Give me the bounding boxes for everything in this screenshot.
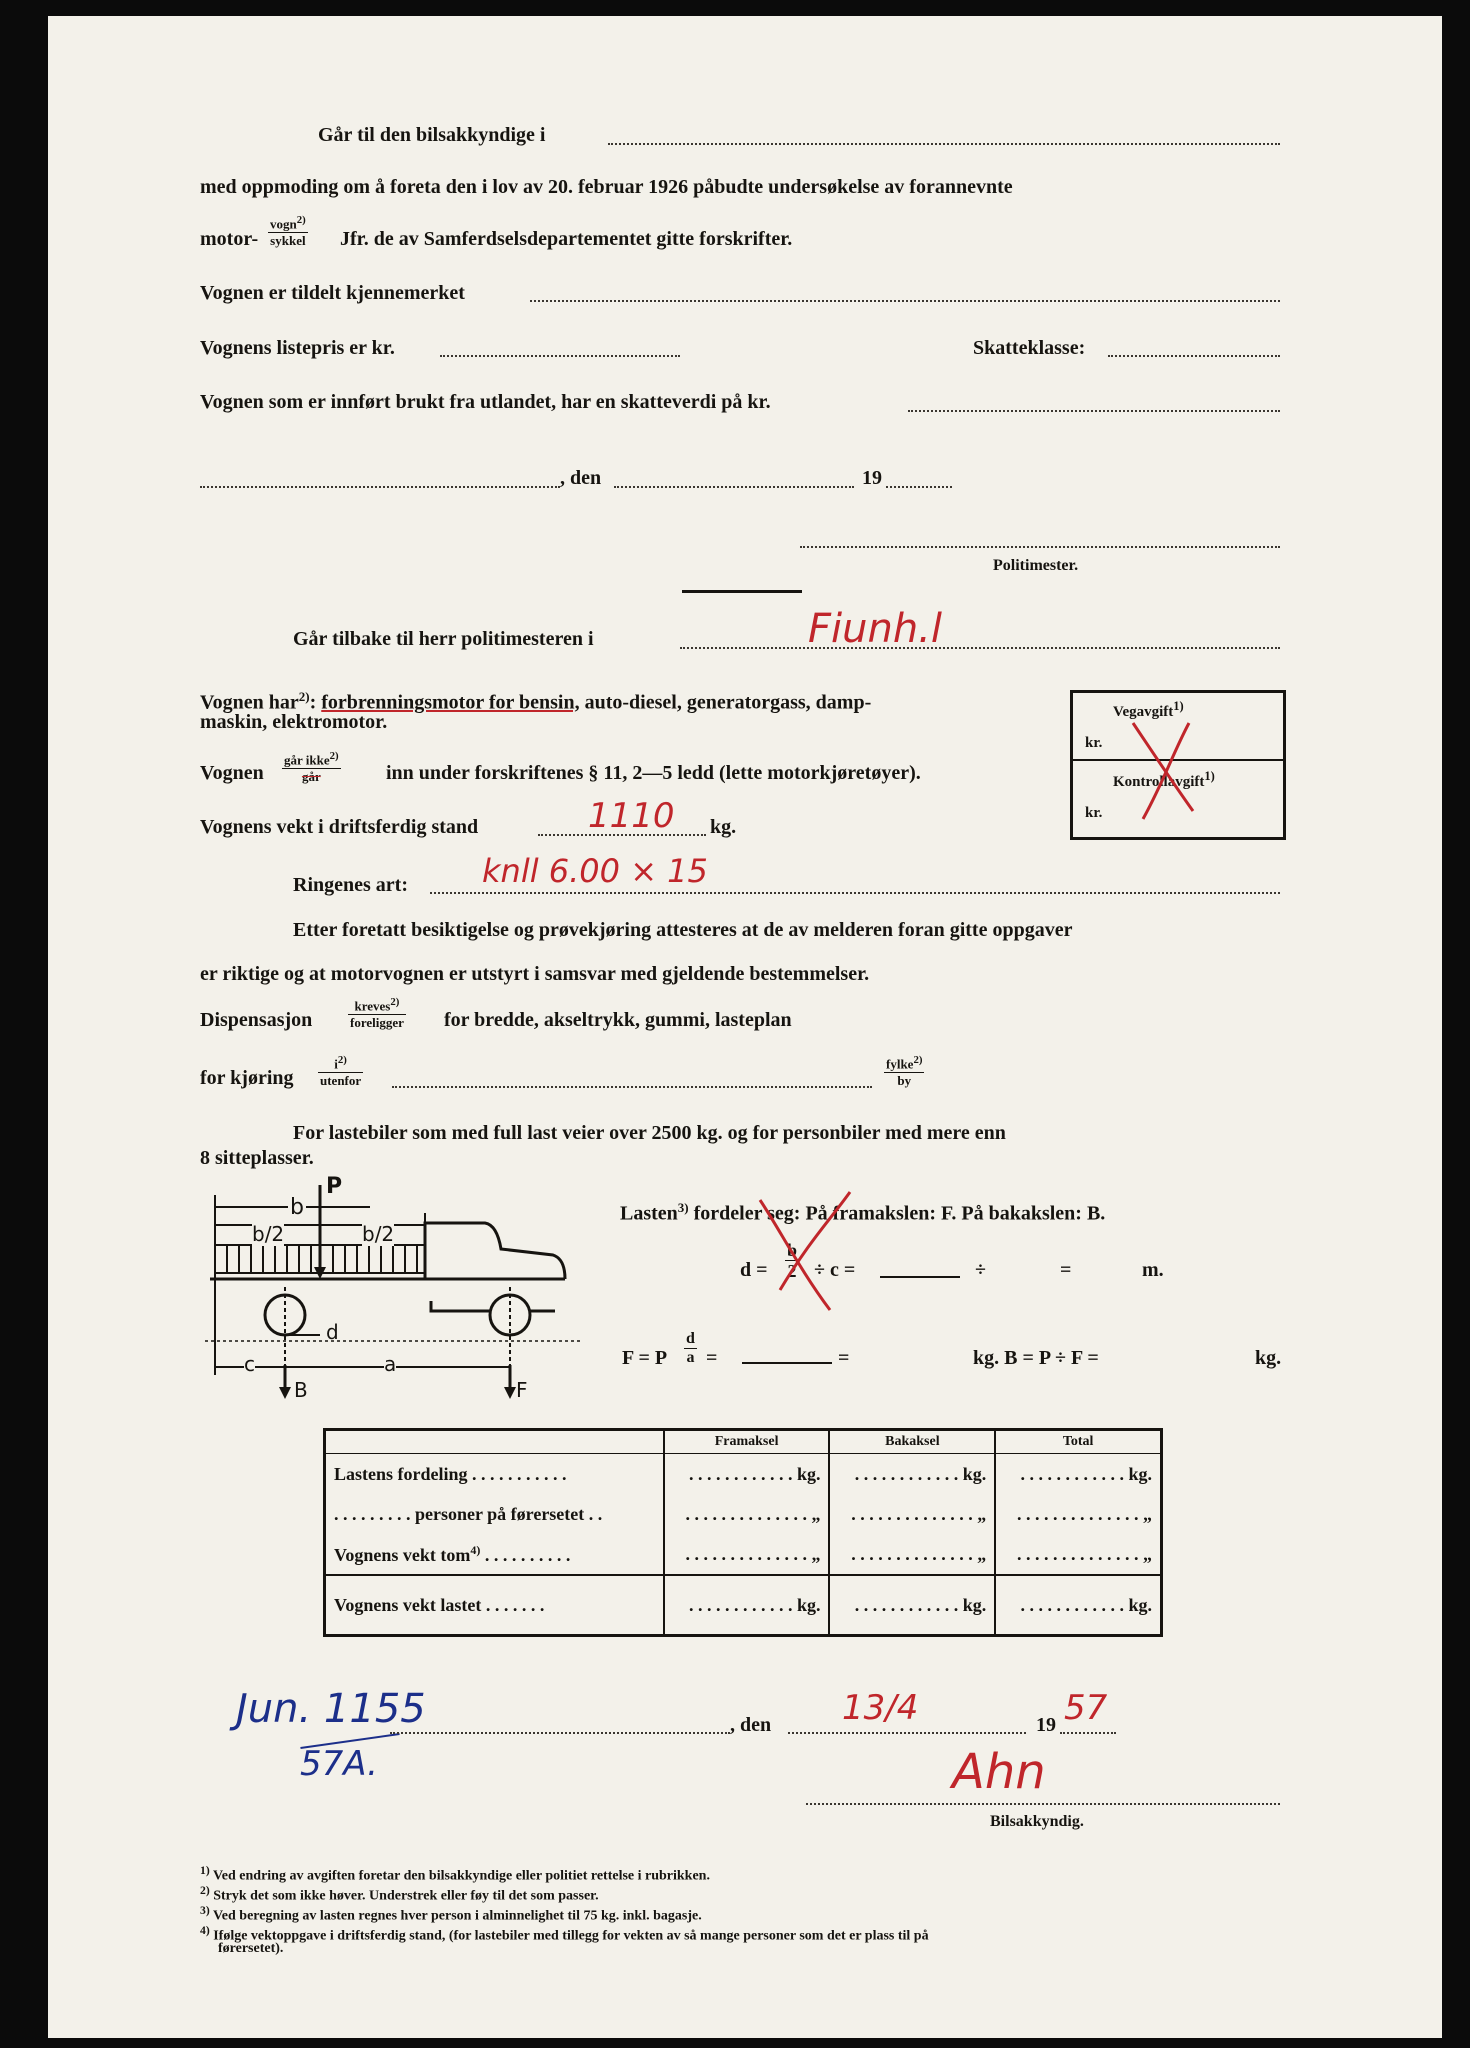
den-label-1: , den: [560, 467, 602, 489]
skatteklasse-label: Skatteklasse:: [973, 337, 1086, 359]
cell[interactable]: . . . . . . . . . . . . kg.: [995, 1454, 1161, 1495]
vekt-kg: kg.: [710, 816, 737, 838]
cell-unit: kg.: [962, 1463, 987, 1484]
fylke-by-fraction: [884, 1052, 924, 1089]
cell[interactable]: . . . . . . . . . . . . . . „: [829, 1534, 995, 1575]
inn-under-text: inn under forskriftenes § 11, 2—5 ledd (lette motorkjøretøyer).: [386, 762, 921, 784]
table-row: [325, 1534, 1162, 1575]
lastebiler-line2: 8 sitteplasser.: [200, 1147, 314, 1169]
handwritten-signature: Ahn: [952, 1744, 1046, 1800]
engine-rest: auto-diesel, generatorgass, damp-: [584, 691, 872, 714]
cell[interactable]: . . . . . . . . . . . . kg.: [829, 1575, 995, 1636]
handwritten-place: Fiunh.l: [808, 606, 943, 652]
field-skatteklasse[interactable]: [1108, 355, 1280, 357]
footnote-4-cont: [218, 1940, 283, 1957]
a-den: a: [684, 1348, 697, 1367]
eq3: =: [838, 1347, 850, 1369]
vogn-sykkel-fraction: [268, 212, 308, 249]
vognen-har-label: Vognen har$^{2)}$: forbrenningsmotor for bensin, auto-diesel, generatorgass, damp-: [200, 689, 872, 714]
field-politimester-signature[interactable]: [800, 546, 1280, 548]
politimester-label: Politimester.: [993, 557, 1079, 574]
i-sup: 2): [337, 1054, 347, 1066]
d-over-a: [684, 1330, 697, 1367]
load-crossout: [720, 1180, 880, 1320]
year-prefix-2: 19: [1036, 1714, 1056, 1736]
vogn-text: vogn: [270, 216, 297, 232]
by-text: by: [884, 1072, 924, 1089]
cell-unit: kg.: [1128, 1594, 1152, 1615]
minus-sign: ÷: [975, 1259, 986, 1281]
vogn-sup: 2): [296, 214, 306, 226]
d-num: d: [686, 1330, 695, 1347]
cell-unit: „: [1143, 1503, 1152, 1524]
diagram-d-label: d: [326, 1320, 339, 1344]
jfr-text: Jfr. de av Samferdselsdepartementet gitte forskrifter.: [340, 228, 793, 250]
field-date-1[interactable]: [614, 486, 854, 488]
diagram-b-half-left: b/2: [252, 1222, 285, 1246]
lasten-text: Lasten: [620, 1202, 678, 1225]
diagram-c-label: c: [244, 1352, 255, 1376]
lastebiler-line1: For lastebiler som med full last veier over 2500 kg. og for personbiler med mere enn: [293, 1122, 1006, 1144]
cell[interactable]: . . . . . . . . . . . . kg.: [995, 1575, 1161, 1636]
attest-line2: er riktige og at motorvognen er utstyrt i samsvar med gjeldende bestemmelser.: [200, 963, 870, 985]
field-skatteverdi[interactable]: [908, 410, 1280, 412]
two-den: 2: [785, 1260, 799, 1281]
diagram-a-label: a: [384, 1352, 397, 1376]
engine-underlined: forbrenningsmotor for bensin,: [321, 691, 580, 714]
cell-unit: „: [1143, 1543, 1152, 1564]
gar-ikke-text: går ikke: [284, 752, 330, 768]
field-place[interactable]: [200, 486, 560, 488]
for-bredde-text: for bredde, akseltrykk, gummi, lasteplan: [444, 1009, 792, 1031]
footnote-text: Stryk det som ikke høver. Understrek eller føy til det som passer.: [213, 1888, 599, 1904]
row-label: Vognens vekt tom$^{4)}$ . . . . . . . . . .: [334, 1542, 571, 1565]
vekt-label: Vognens vekt i driftsferdig stand: [200, 816, 479, 838]
cell-unit: „: [811, 1543, 821, 1564]
fordeler-text: fordeler seg: På framakslen: F. På bakakslen: B.: [693, 1202, 1106, 1225]
header-total: Total: [995, 1430, 1161, 1454]
cell-unit: kg.: [962, 1594, 987, 1615]
cell[interactable]: . . . . . . . . . . . . kg.: [664, 1454, 830, 1495]
vognen-label: Vognen: [200, 762, 264, 784]
skatteverdi-label: Vognen som er innført brukt fra utlandet, har en skatteverdi på kr.: [200, 391, 771, 413]
vegavgift-text: Vegavgift: [1113, 704, 1174, 720]
gar-text: går: [282, 768, 341, 785]
field-kjoring-area[interactable]: [392, 1086, 872, 1088]
table-row: [325, 1575, 1162, 1636]
cell[interactable]: . . . . . . . . . . . . . . „: [664, 1494, 830, 1534]
header-line1: Går til den bilsakkyndige i: [318, 124, 546, 146]
sykkel-text: sykkel: [268, 232, 308, 249]
year-prefix-1: 19: [862, 467, 882, 489]
field-year-1[interactable]: [886, 486, 952, 488]
eq2: =: [706, 1347, 718, 1369]
blank-1: [880, 1276, 960, 1278]
field-ringenes[interactable]: [430, 892, 1280, 894]
handwritten-tyres: knll 6.00 × 15: [482, 852, 708, 890]
diagram-p-label: P: [326, 1174, 343, 1199]
vognen-har-sup: 2): [298, 689, 310, 704]
kreves-text: kreves: [354, 998, 391, 1014]
kontrollavgift-kr: kr.: [1085, 805, 1103, 821]
handwritten-year: 57: [1064, 1688, 1108, 1728]
fees-box: [1070, 690, 1286, 840]
row-label-text: Lastens fordeling: [334, 1463, 468, 1484]
row-label-text: Vognens vekt tom: [334, 1544, 471, 1565]
kjennemerke-label: Vognen er tildelt kjennemerket: [200, 282, 465, 304]
d-eq: d =: [740, 1259, 768, 1281]
handwritten-ref-2: 57A.: [300, 1744, 378, 1784]
cell[interactable]: . . . . . . . . . . . . . . „: [664, 1534, 830, 1575]
eq-sign: =: [1060, 1259, 1072, 1281]
field-kjennemerke[interactable]: [530, 300, 1280, 302]
load-distribution-table: [323, 1428, 1163, 1637]
header-bakaksel: Bakaksel: [829, 1430, 995, 1454]
diagram-b-half-right: b/2: [362, 1222, 395, 1246]
kontrollavgift-text: Kontrollavgift: [1113, 774, 1205, 790]
footnote-num: 4): [200, 1924, 210, 1937]
row-label-text: Vognens vekt lastet: [334, 1594, 482, 1615]
cell-unit: kg.: [1128, 1463, 1152, 1484]
footnote-text: Ifølge vektoppgave i driftsferdig stand, (for lastebiler med tillegg for vekten av så mange personer som det er plass til på: [213, 1928, 929, 1944]
kreves-sup: 2): [390, 996, 400, 1008]
kreves-fraction: [348, 994, 406, 1031]
kontrollavgift-sup: 1): [1204, 769, 1215, 783]
vegavgift-sup: 1): [1173, 699, 1184, 713]
ringenes-label: Ringenes art:: [293, 874, 408, 896]
vognen-har-text: Vognen har: [200, 691, 299, 714]
vegavgift-kr: kr.: [1085, 735, 1103, 751]
row-label: Lastens fordeling . . . . . . . . . . .: [334, 1463, 567, 1484]
fylke-text: fylke: [886, 1056, 914, 1072]
i-text: i: [334, 1056, 338, 1072]
kg-b-eq: kg. B = P ÷ F =: [973, 1347, 1099, 1369]
gar-fraction: [282, 748, 341, 785]
diagram-b-label: b: [290, 1195, 304, 1220]
footnote-num: 1): [200, 1864, 210, 1877]
cell-unit: „: [811, 1503, 821, 1524]
m-unit: m.: [1142, 1259, 1164, 1281]
row-label: Vognens vekt lastet . . . . . . .: [325, 1575, 664, 1636]
motor-label: motor-: [200, 228, 259, 250]
field-year-2[interactable]: [1060, 1732, 1116, 1734]
den-label-2: , den: [730, 1714, 772, 1736]
cell[interactable]: . . . . . . . . . . . . . . „: [829, 1494, 995, 1534]
blank-2: [742, 1362, 832, 1364]
gar-tilbake-label: Går tilbake til herr politimesteren i: [293, 628, 594, 650]
cell[interactable]: . . . . . . . . . . . . kg.: [664, 1575, 830, 1636]
row-label: . . . . . . . . . personer på førersetet . .: [334, 1503, 603, 1524]
attest-line1: Etter foretatt besiktigelse og prøvekjøring attesteres at de av melderen foran gitte oppgaver: [293, 919, 1073, 941]
foreligger-text: foreligger: [350, 1015, 404, 1031]
cell-unit: kg.: [796, 1594, 821, 1615]
gar-ikke-sup: 2): [329, 750, 339, 762]
minus-c: ÷ c =: [814, 1259, 856, 1281]
header-framaksel: Framaksel: [664, 1430, 830, 1454]
f-eq: F = P: [622, 1347, 668, 1369]
diagram-F-label: F: [516, 1378, 528, 1402]
handwritten-date: 13/4: [842, 1688, 919, 1728]
diagram-B-label: B: [294, 1378, 308, 1402]
engines-line2: maskin, elektromotor.: [200, 711, 388, 733]
footnote-num: 3): [200, 1904, 210, 1917]
section-divider: [682, 590, 802, 593]
i-utenfor-fraction: [318, 1052, 363, 1089]
handwritten-weight: 1110: [588, 796, 675, 836]
field-listepris[interactable]: [440, 355, 680, 357]
kg-end: kg.: [1255, 1347, 1282, 1369]
footnote-text: Ved beregning av lasten regnes hver person i alminnelighet til 75 kg. inkl. bagasje.: [212, 1908, 702, 1924]
field-bilsakkyndig-signature[interactable]: [806, 1803, 1280, 1805]
fylke-sup: 2): [913, 1054, 923, 1066]
field-date-2[interactable]: [788, 1732, 1026, 1734]
b-num: b: [787, 1240, 798, 1260]
row-label-text: personer på førersetet: [415, 1503, 585, 1524]
dispensasjon-label: Dispensasjon: [200, 1009, 313, 1031]
table-row: [325, 1454, 1162, 1495]
listepris-label: Vognens listepris er kr.: [200, 337, 395, 359]
bilsakkyndig-label: Bilsakkyndig.: [990, 1813, 1084, 1830]
field-politimester-place[interactable]: [680, 647, 1280, 649]
field-sign-place[interactable]: [390, 1732, 730, 1734]
cell[interactable]: . . . . . . . . . . . . . . „: [995, 1494, 1161, 1534]
cell-unit: „: [977, 1543, 987, 1564]
handwritten-ref-1: Jun. 1155: [236, 1686, 426, 1732]
utenfor-text: utenfor: [320, 1073, 362, 1089]
footnote-4: [200, 1922, 929, 1945]
cell-unit: „: [977, 1503, 987, 1524]
row-label-sup: 4): [470, 1542, 481, 1557]
table-row: [325, 1494, 1162, 1534]
cell[interactable]: . . . . . . . . . . . . kg.: [829, 1454, 995, 1495]
lasten-sup: 3): [677, 1200, 689, 1215]
fees-crossout: [1073, 693, 1283, 837]
cell-unit: kg.: [796, 1463, 821, 1484]
field-bilsakkyndige-place[interactable]: [608, 143, 1280, 145]
table-header: [325, 1430, 1162, 1454]
header-blank: [325, 1430, 664, 1454]
cell[interactable]: . . . . . . . . . . . . . . „: [995, 1534, 1161, 1575]
for-kjoring-label: for kjøring: [200, 1067, 294, 1089]
header-line2: med oppmoding om å foreta den i lov av 20. februar 1926 påbudte undersøkelse av forannevnte: [200, 176, 1013, 198]
footnote-text: førersetet).: [218, 1941, 284, 1956]
footnote-num: 2): [200, 1884, 210, 1897]
footnote-text: Ved endring av avgiften foretar den bilsakkyndige eller politiet rettelse i rubrikken.: [212, 1868, 710, 1884]
